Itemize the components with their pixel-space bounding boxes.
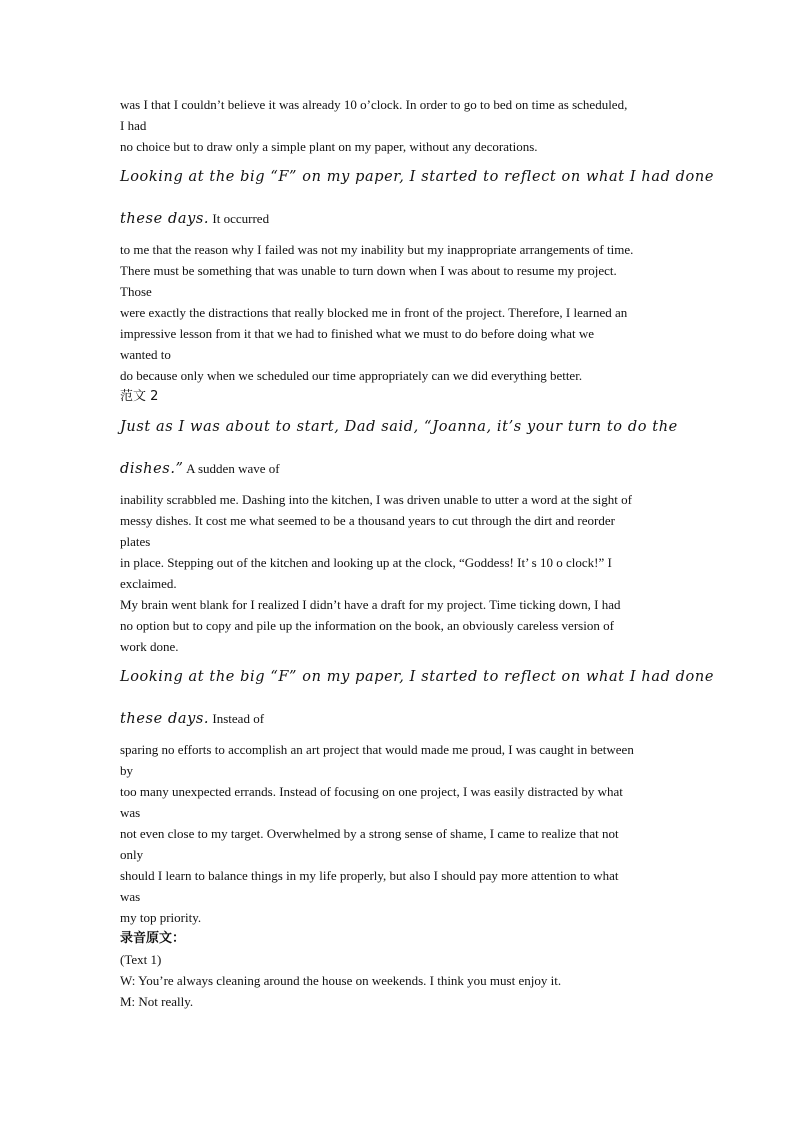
text-line: was I that I couldn’t believe it was already 10 o’clock. In order to go to bed on time as scheduled, (120, 97, 628, 112)
text-line: M: Not really. (120, 994, 194, 1009)
cursive-fragment: these days. (120, 211, 210, 227)
text-line: was (120, 889, 141, 904)
text-line: only (120, 847, 144, 862)
cursive-line: Looking at the big “F” on my paper, I started to reflect on what I had done (120, 169, 715, 185)
mixed-line (120, 698, 676, 739)
text-line: sparing no efforts to accomplish an art project that would made me proud, I was caught in between (120, 742, 634, 757)
text-line: inability scrabbled me. Dashing into the kitchen, I was driven unable to utter a word at the sight of (120, 492, 632, 507)
text-line: by (120, 763, 133, 778)
text-line: to me that the reason why I failed was not my inability but my inappropriate arrangements of time. (120, 242, 634, 257)
text-line: not even close to my target. Overwhelmed by a strong sense of shame, I came to realize that not (120, 826, 619, 841)
text-line: messy dishes. It cost me what seemed to be a thousand years to cut through the dirt and reorder (120, 513, 615, 528)
text-fragment: A sudden wave of (183, 461, 280, 476)
text-line: no choice but to draw only a simple plant on my paper, without any decorations. (120, 139, 538, 154)
text-line: There must be something that was unable to turn down when I was about to resume my project. (120, 263, 617, 278)
text-line: (Text 1) (120, 952, 162, 967)
text-line: exclaimed. (120, 576, 177, 591)
text-line: I had (120, 118, 147, 133)
text-fragment: Instead of (209, 711, 265, 726)
text-line: no option but to copy and pile up the information on the book, an obviously careless version of (120, 618, 614, 633)
text-line: were exactly the distractions that really blocked me in front of the project. Therefore, I learned an (120, 305, 628, 320)
text-line: my top priority. (120, 910, 202, 925)
text-line: do because only when we scheduled our time appropriately can we did everything better. (120, 368, 583, 383)
cursive-line: Just as I was about to start, Dad said, “Joanna, it’s your turn to do the (120, 419, 678, 435)
section-heading: 录音原文： (120, 931, 186, 946)
text-line: My brain went blank for I realized I didn’t have a draft for my project. Time ticking down, I had (120, 597, 621, 612)
cursive-fragment: dishes.” (120, 461, 184, 477)
document-body (120, 94, 715, 1012)
text-line: was (120, 805, 141, 820)
text-line: impressive lesson from it that we had to finished what we must to do before doing what we (120, 326, 595, 341)
cursive-fragment: these days. (120, 711, 210, 727)
text-line: plates (120, 534, 151, 549)
mixed-line (120, 448, 676, 489)
text-line: too many unexpected errands. Instead of focusing on one project, I was easily distracted by what (120, 784, 623, 799)
text-line: Those (120, 284, 152, 299)
section-heading: 范文 2 (120, 389, 159, 404)
text-line: should I learn to balance things in my life properly, but also I should pay more attention to what (120, 868, 619, 883)
cursive-line: Looking at the big “F” on my paper, I started to reflect on what I had done (120, 669, 715, 685)
text-fragment: It occurred (209, 211, 270, 226)
text-line: W: You’re always cleaning around the house on weekends. I think you must enjoy it. (120, 973, 562, 988)
text-line: work done. (120, 639, 179, 654)
text-line: wanted to (120, 347, 171, 362)
text-line: in place. Stepping out of the kitchen and looking up at the clock, “Goddess! It’ s 10 o clock!” I (120, 555, 612, 570)
mixed-line (120, 198, 676, 239)
